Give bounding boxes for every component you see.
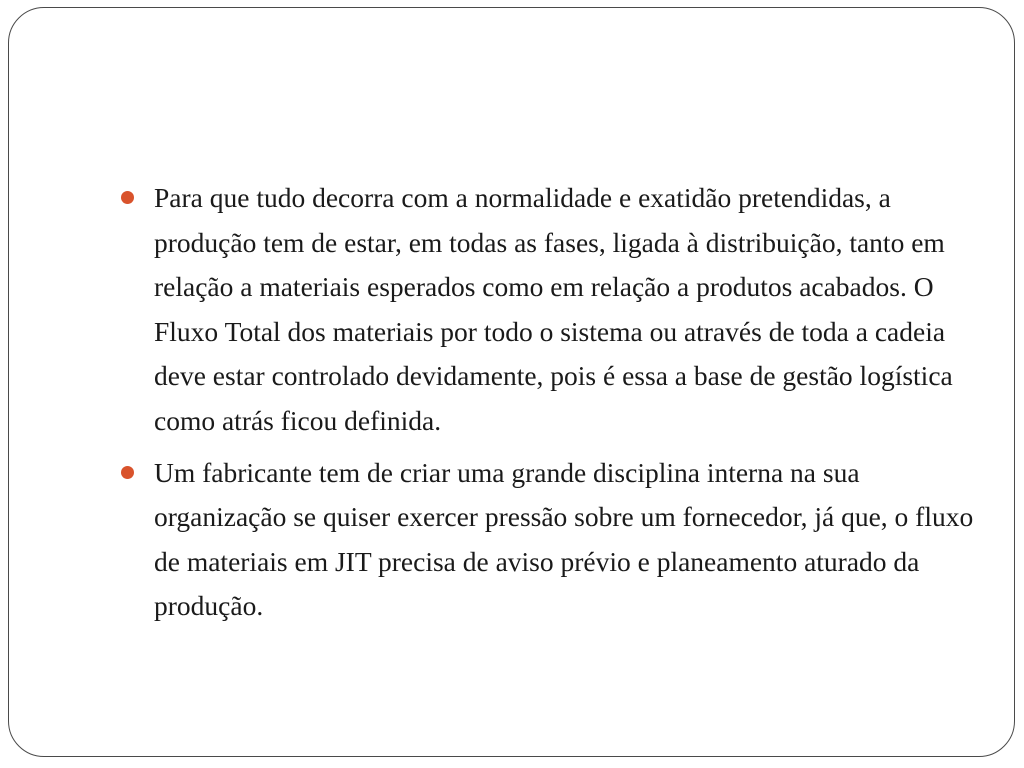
bullet-item (117, 176, 977, 444)
bullet-text: Para que tudo decorra com a normalidade e exatidão pretendidas, a produção tem de estar, em todas as fases, ligada à distribuição, tanto em relação a materiais esperados como em relação a produtos acabados. O Fluxo Total dos materiais por todo o sistema ou através de toda a cadeia deve estar controlado devidamente, pois é essa a base de gestão logística como atrás ficou definida. (154, 182, 953, 436)
bullet-text: Um fabricante tem de criar uma grande disciplina interna na sua organização se quiser exercer pressão sobre um fornecedor, já que, o fluxo de materiais em JIT precisa de aviso prévio e planeamento aturado da produção. (154, 456, 974, 622)
bullet-dot-icon (121, 466, 134, 479)
bullet-dot-icon (121, 191, 134, 204)
bullet-item (117, 451, 977, 629)
slide-frame (8, 7, 1015, 757)
bullet-list (117, 176, 977, 636)
